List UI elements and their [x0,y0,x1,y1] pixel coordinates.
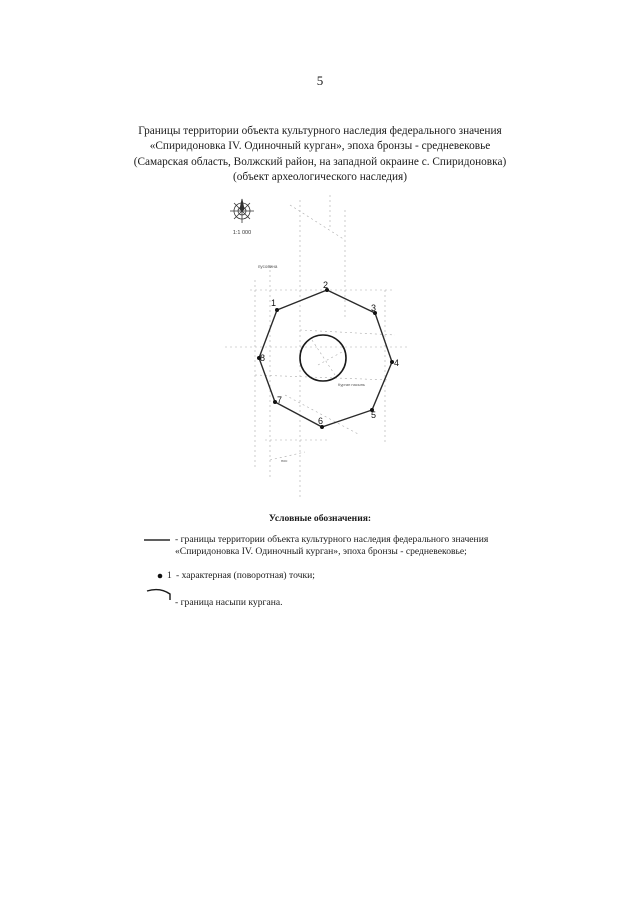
point-label: 2 [323,280,329,290]
boundary-line-symbol [143,536,173,544]
point-label: 4 [394,358,400,368]
turning-point-symbol [156,572,164,580]
title-line: (Самарская область, Волжский район, на западной окраине с. Спиридоновка) [133,155,507,168]
point-label: 1 [271,298,277,308]
legend-boundary-line2: «Спиридоновка IV. Одиночный курган», эпоха бронзы - средневековье; [175,546,467,557]
legend-point-text: - характерная (поворотная) точки; [176,570,315,581]
legend-mound-text: - граница насыпи кургана. [175,597,283,608]
point-labels [260,280,399,426]
point-label: 3 [371,303,377,313]
point-label: 6 [318,416,324,426]
title-line: Границы территории объекта культурного наследия федерального значения [138,125,502,137]
point-label: 5 [371,410,377,420]
legend-boundary-line1: - границы территории объекта культурного наследия федерального значения [175,534,489,545]
compass-rose-icon [230,199,254,223]
map-scale: 1:1 000 [232,230,252,236]
turning-point [275,308,279,312]
background-survey-lines [225,195,410,500]
map-label-top: пусовина [258,264,278,269]
legend-title: Условные обозначения: [268,513,372,524]
map-label-bottom: пос [281,458,288,463]
map-label-center: Курган насыпь [338,382,365,387]
mound-boundary-symbol [146,588,174,606]
page-number: 5 [316,73,324,88]
point-label: 8 [260,353,266,363]
title-line: (объект археологического наследия) [232,171,408,184]
title-line: «Спиридоновка IV. Одиночный курган», эпоха бронзы - средневековье [149,140,491,153]
point-label: 7 [277,395,283,405]
mound-boundary [300,335,346,381]
legend-point-number: 1 [167,570,172,581]
